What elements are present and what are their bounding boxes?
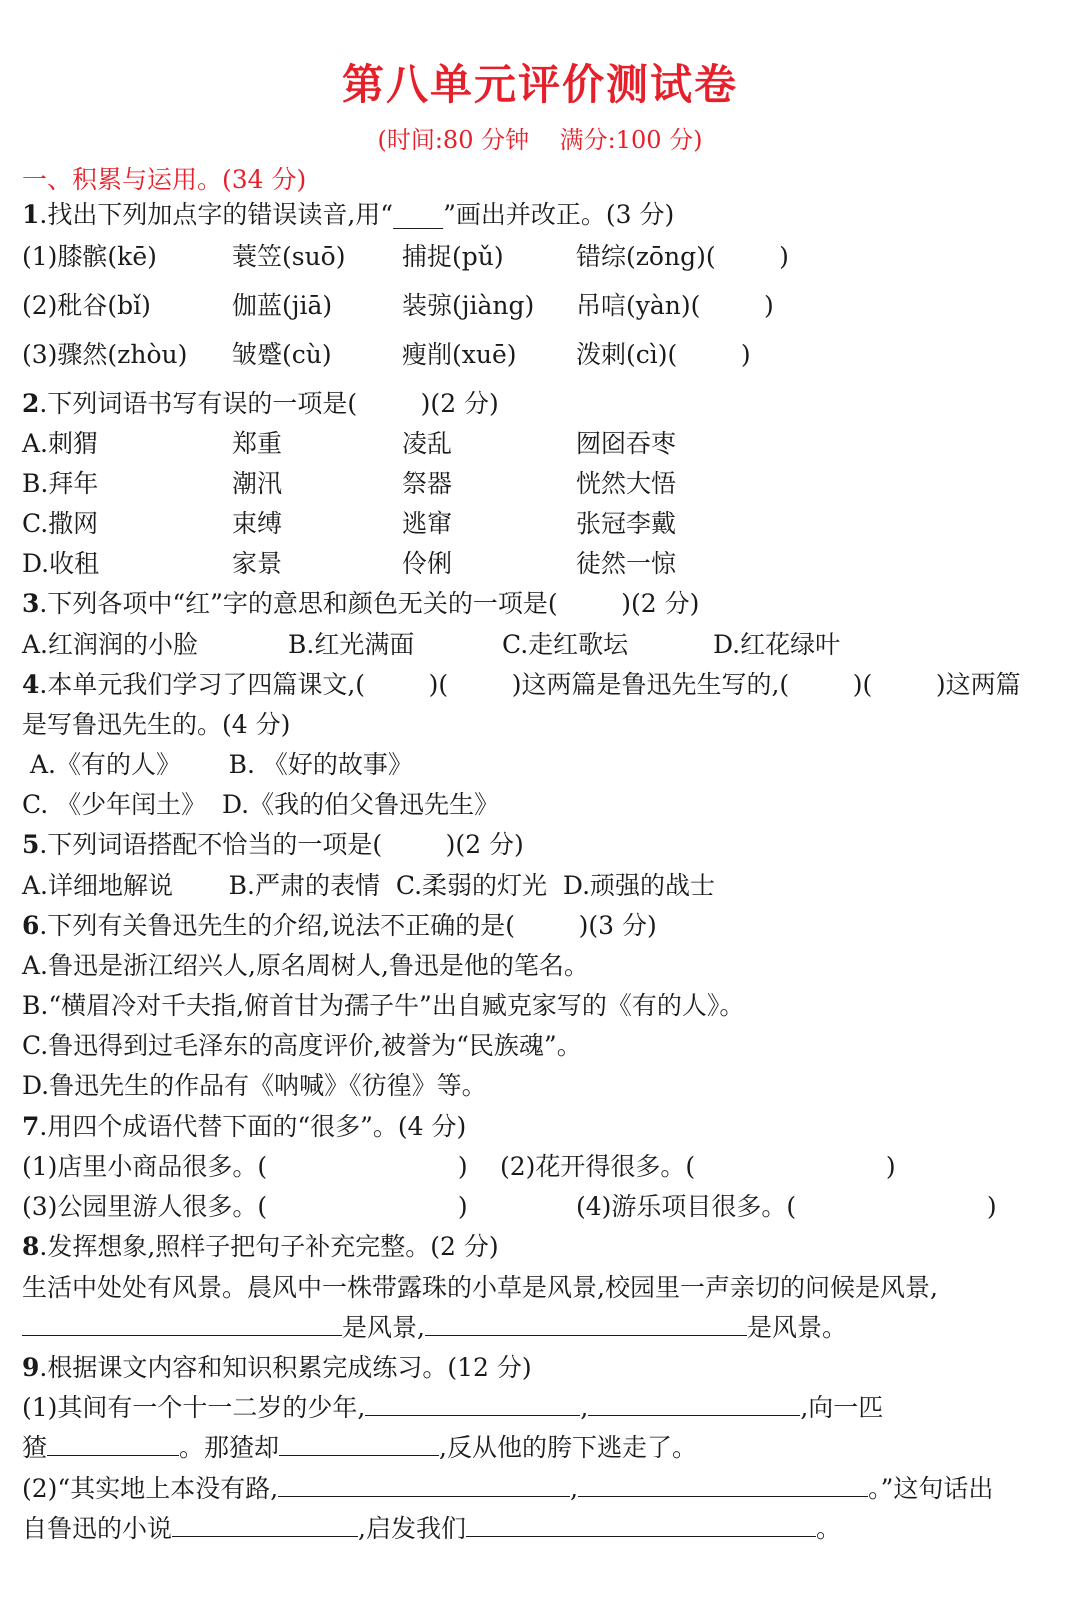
- q1-item[interactable]: 泼刺(cì)( ): [576, 340, 751, 369]
- answer-blank[interactable]: [578, 1472, 868, 1497]
- answer-blank[interactable]: [365, 1391, 580, 1416]
- answer-blank[interactable]: [172, 1512, 358, 1537]
- q2-word: 凌乱: [402, 429, 453, 458]
- q9-line: [22, 1512, 841, 1546]
- q9-text: 猹: [22, 1433, 48, 1462]
- question-number: 5: [22, 830, 40, 859]
- q2-word: 郑重: [232, 429, 283, 458]
- question-1: [22, 198, 674, 232]
- answer-blank[interactable]: [588, 1391, 800, 1416]
- question-4-cont: 是写鲁迅先生的。(4 分): [22, 710, 291, 739]
- q2-word: 潮汛: [232, 469, 283, 498]
- q2-option[interactable]: C.撒网: [22, 509, 99, 538]
- q4-options[interactable]: C. 《少年闰土》 D.《我的伯父鲁迅先生》: [22, 790, 500, 819]
- q9-text: ,启发我们: [358, 1514, 466, 1543]
- q2-word: 徒然一惊: [576, 549, 677, 578]
- question-stem: .找出下列加点字的错误读音,用“____”画出并改正。(3 分): [39, 200, 675, 229]
- q9-text: 。”这句话出: [868, 1474, 994, 1503]
- q3-option[interactable]: A.红润润的小脸: [22, 630, 199, 659]
- q1-item[interactable]: 错综(zōng)( ): [576, 242, 789, 271]
- question-2: [22, 387, 499, 421]
- q9-text: (2)“其实地上本没有路,: [22, 1474, 279, 1503]
- q9-line: [22, 1391, 883, 1425]
- q8-fill-line: [22, 1311, 847, 1345]
- question-stem: .下列有关鲁迅先生的介绍,说法不正确的是( )(3 分): [39, 911, 657, 940]
- question-number: 3: [22, 589, 40, 618]
- question-number: 1: [22, 200, 40, 229]
- question-6: [22, 909, 657, 943]
- question-stem: .下列词语搭配不恰当的一项是( )(2 分): [39, 830, 524, 859]
- question-stem: .用四个成语代替下面的“很多”。(4 分): [39, 1112, 467, 1141]
- question-8: [22, 1230, 499, 1264]
- q2-word: 家景: [232, 549, 283, 578]
- q2-option[interactable]: A.刺猬: [22, 429, 99, 458]
- question-5: [22, 828, 524, 862]
- q9-text: ,向一匹: [800, 1393, 884, 1422]
- q1-item: 伽蓝(jiā): [232, 291, 333, 320]
- question-number: 4: [22, 670, 40, 699]
- q6-option[interactable]: B.“横眉冷对千夫指,俯首甘为孺子牛”出自臧克家写的《有的人》。: [22, 991, 745, 1020]
- q2-word: 囫囵吞枣: [576, 429, 677, 458]
- q8-text: 是风景。: [746, 1313, 847, 1342]
- question-4: [22, 668, 1021, 702]
- q8-text: 是风景,: [342, 1313, 425, 1342]
- q1-item[interactable]: 吊唁(yàn)( ): [576, 291, 774, 320]
- q7-item[interactable]: (3)公园里游人很多。( ): [22, 1192, 468, 1221]
- q9-text: 自鲁迅的小说: [22, 1514, 173, 1543]
- q5-options[interactable]: A.详细地解说 B.严肃的表情 C.柔弱的灯光 D.顽强的战士: [22, 871, 716, 900]
- q2-option[interactable]: D.收租: [22, 549, 100, 578]
- q9-text: ,: [570, 1474, 579, 1503]
- q3-option[interactable]: D.红花绿叶: [713, 630, 841, 659]
- question-3: [22, 587, 699, 621]
- q3-option[interactable]: C.走红歌坛: [502, 630, 629, 659]
- q2-option[interactable]: B.拜年: [22, 469, 99, 498]
- q6-option[interactable]: A.鲁迅是浙江绍兴人,原名周树人,鲁迅是他的笔名。: [22, 951, 589, 980]
- question-number: 9: [22, 1353, 40, 1382]
- answer-blank[interactable]: [22, 1311, 342, 1336]
- q9-text: (1)其间有一个十一二岁的少年,: [22, 1393, 366, 1422]
- q6-option[interactable]: D.鲁迅先生的作品有《呐喊》《彷徨》等。: [22, 1071, 487, 1100]
- q1-item: 蓑笠(suō): [232, 242, 346, 271]
- page-title: 第八单元评价测试卷: [341, 60, 738, 109]
- exam-time-score: (时间:80 分钟 满分:100 分): [377, 126, 703, 154]
- q2-word: 束缚: [232, 509, 283, 538]
- q4-options[interactable]: A.《有的人》 B. 《好的故事》: [22, 750, 413, 779]
- q9-text: ,反从他的胯下逃走了。: [439, 1433, 697, 1462]
- q9-text: 。: [815, 1514, 841, 1543]
- question-9: [22, 1351, 532, 1385]
- question-stem: .下列词语书写有误的一项是( )(2 分): [39, 389, 499, 418]
- question-number: 7: [22, 1112, 40, 1141]
- q3-option[interactable]: B.红光满面: [288, 630, 415, 659]
- q2-word: 祭器: [402, 469, 453, 498]
- question-number: 2: [22, 389, 40, 418]
- q1-item: 皱蹙(cù): [232, 340, 332, 369]
- q1-item: 装弶(jiàng): [402, 291, 535, 320]
- q6-option[interactable]: C.鲁迅得到过毛泽东的高度评价,被誉为“民族魂”。: [22, 1031, 582, 1060]
- q7-item[interactable]: (2)花开得很多。( ): [500, 1152, 896, 1181]
- q9-text: ,: [580, 1393, 589, 1422]
- q1-item: 瘦削(xuē): [402, 340, 517, 369]
- q9-line: [22, 1431, 697, 1465]
- q1-item: (2)秕谷(bǐ): [22, 291, 151, 320]
- q8-sentence: 生活中处处有风景。晨风中一株带露珠的小草是风景,校园里一声亲切的问候是风景,: [22, 1273, 938, 1302]
- answer-blank[interactable]: [466, 1512, 816, 1537]
- question-number: 8: [22, 1232, 40, 1261]
- q9-line: [22, 1472, 993, 1506]
- question-stem: .根据课文内容和知识积累完成练习。(12 分): [39, 1353, 532, 1382]
- q7-item[interactable]: (1)店里小商品很多。( ): [22, 1152, 468, 1181]
- answer-blank[interactable]: [425, 1311, 747, 1336]
- question-number: 6: [22, 911, 40, 940]
- answer-blank[interactable]: [47, 1431, 179, 1456]
- answer-blank[interactable]: [278, 1472, 570, 1497]
- question-7: [22, 1110, 466, 1144]
- q2-word: 张冠李戴: [576, 509, 677, 538]
- q2-word: 逃窜: [402, 509, 453, 538]
- q7-item[interactable]: (4)游乐项目很多。( ): [576, 1192, 997, 1221]
- section-heading: 一、积累与运用。(34 分): [22, 165, 307, 194]
- q1-item: 捕捉(pǔ): [402, 242, 504, 271]
- question-stem: .下列各项中“红”字的意思和颜色无关的一项是( )(2 分): [39, 589, 700, 618]
- q9-text: 。那猹却: [179, 1433, 280, 1462]
- question-stem: .本单元我们学习了四篇课文,( )( )这两篇是鲁迅先生写的,( )( )这两篇: [39, 670, 1021, 699]
- q2-word: 恍然大悟: [576, 469, 677, 498]
- answer-blank[interactable]: [279, 1431, 439, 1456]
- q1-item: (1)膝髌(kē): [22, 242, 157, 271]
- q1-item: (3)骤然(zhòu): [22, 340, 188, 369]
- q2-word: 伶俐: [402, 549, 453, 578]
- question-stem: .发挥想象,照样子把句子补充完整。(2 分): [39, 1232, 499, 1261]
